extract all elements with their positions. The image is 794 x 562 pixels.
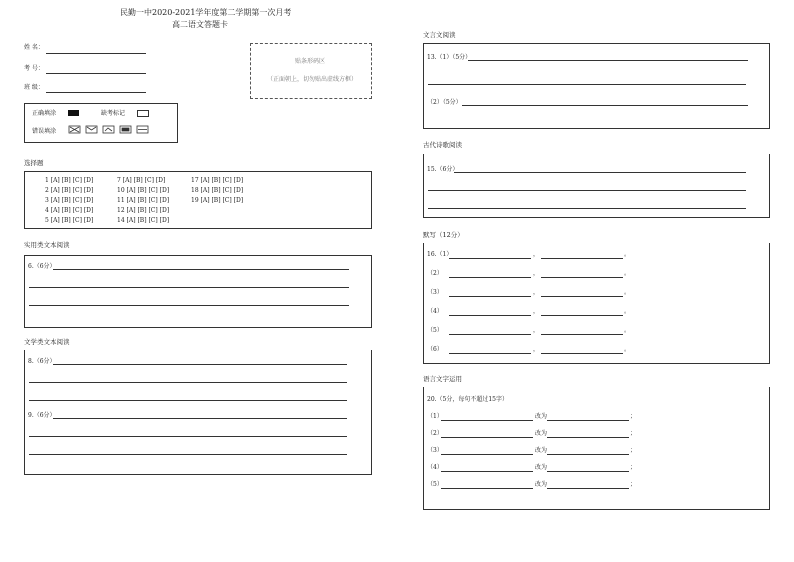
dictation-row — [427, 327, 767, 346]
dictation-comma: ， — [533, 251, 540, 258]
q13-1-label: 13.（1）（5分） — [427, 54, 472, 61]
class-label: 班 级： — [24, 84, 44, 91]
q13-1-answer-line[interactable] — [428, 84, 746, 85]
exam-id-label: 考 号： — [24, 65, 44, 72]
dictation-period: 。 — [624, 327, 631, 334]
classical-section-title: 文言文阅读 — [423, 31, 456, 39]
q9-answer-line[interactable] — [53, 418, 347, 419]
choice-row[interactable]: 5 [A] [B] [C] [D] — [45, 217, 94, 224]
q6-label: 6.（6分） — [28, 263, 56, 270]
q13-2-answer-line[interactable] — [462, 105, 748, 106]
dictation-item-label: 16.（1） — [427, 251, 453, 258]
language-semicolon: ； — [630, 447, 637, 454]
language-rows — [427, 413, 767, 498]
choice-row[interactable]: 7 [A] [B] [C] [D] — [117, 177, 166, 184]
absent-mark-label: 缺考标记 — [101, 110, 126, 117]
dictation-period: 。 — [624, 270, 631, 277]
choice-row[interactable]: 14 [A] [B] [C] [D] — [117, 217, 170, 224]
q6-answer-line[interactable] — [53, 269, 349, 270]
language-change-label: 改为 — [535, 481, 548, 488]
dictation-blank[interactable] — [541, 258, 623, 259]
dictation-row — [427, 346, 767, 365]
language-row — [427, 481, 767, 498]
language-revised-blank[interactable] — [547, 420, 629, 421]
dictation-blank[interactable] — [449, 296, 531, 297]
dictation-box — [423, 243, 770, 364]
choice-col-1 — [45, 177, 93, 225]
language-semicolon: ； — [630, 464, 637, 471]
q6-answer-line[interactable] — [29, 305, 349, 306]
q20-label: 20.（5分，每句不超过15字） — [427, 396, 508, 403]
q9-answer-line[interactable] — [29, 454, 347, 455]
language-change-label: 改为 — [535, 464, 548, 471]
fill-legend — [24, 103, 178, 143]
language-original-blank[interactable] — [441, 488, 533, 489]
correct-fill-mark — [68, 110, 79, 116]
dictation-comma: ， — [533, 270, 540, 277]
language-item-label: （5） — [427, 481, 443, 488]
dictation-item-label: （6） — [427, 346, 443, 353]
class-field[interactable] — [46, 92, 146, 93]
dictation-rows — [427, 251, 767, 365]
barcode-area — [250, 43, 372, 99]
choice-row[interactable]: 17 [A] [B] [C] [D] — [191, 177, 244, 184]
literary-section-title: 文学类文本阅读 — [24, 338, 70, 346]
language-box — [423, 387, 770, 510]
exam-id-field[interactable] — [46, 73, 146, 74]
language-row — [427, 447, 767, 464]
wrong-fill-marks — [68, 124, 152, 136]
q15-label: 15.（6分） — [427, 166, 459, 173]
language-change-label: 改为 — [535, 413, 548, 420]
dictation-comma: ， — [533, 327, 540, 334]
dictation-comma: ， — [533, 346, 540, 353]
q15-answer-line[interactable] — [428, 190, 746, 191]
q8-answer-line[interactable] — [53, 364, 347, 365]
dictation-period: 。 — [624, 289, 631, 296]
dictation-comma: ， — [533, 308, 540, 315]
dictation-item-label: （5） — [427, 327, 443, 334]
choice-row[interactable]: 1 [A] [B] [C] [D] — [45, 177, 94, 184]
q15-answer-line[interactable] — [428, 208, 746, 209]
language-original-blank[interactable] — [441, 471, 533, 472]
dictation-blank[interactable] — [449, 258, 531, 259]
choice-row[interactable]: 12 [A] [B] [C] [D] — [117, 207, 170, 214]
language-item-label: （4） — [427, 464, 443, 471]
language-revised-blank[interactable] — [547, 471, 629, 472]
q13-1-answer-line[interactable] — [468, 60, 748, 61]
dictation-item-label: （3） — [427, 289, 443, 296]
language-semicolon: ； — [630, 413, 637, 420]
q9-label: 9.（6分） — [28, 412, 56, 419]
language-item-label: （3） — [427, 447, 443, 454]
q6-answer-line[interactable] — [29, 287, 349, 288]
language-semicolon: ； — [630, 481, 637, 488]
dictation-period: 。 — [624, 346, 631, 353]
wrong-fill-label: 错误填涂 — [32, 128, 57, 135]
dictation-blank[interactable] — [541, 353, 623, 354]
dictation-period: 。 — [624, 251, 631, 258]
classical-box — [423, 43, 770, 129]
language-section-title: 语言文字运用 — [423, 375, 462, 383]
language-item-label: （2） — [427, 430, 443, 437]
dictation-blank[interactable] — [541, 334, 623, 335]
correct-fill-label: 正确填涂 — [32, 110, 57, 117]
dictation-row — [427, 270, 767, 289]
language-row — [427, 464, 767, 481]
dictation-row — [427, 289, 767, 308]
language-change-label: 改为 — [535, 430, 548, 437]
language-row — [427, 413, 767, 430]
exam-title: 民勤一中2020-2021学年度第二学期第一次月考 — [120, 8, 292, 17]
answer-sheet-subtitle: 高二语文答题卡 — [172, 20, 228, 29]
language-original-blank[interactable] — [441, 420, 533, 421]
q13-2-label: （2）（5分） — [427, 99, 462, 106]
dictation-period: 。 — [624, 308, 631, 315]
language-revised-blank[interactable] — [547, 454, 629, 455]
name-field[interactable] — [46, 53, 146, 54]
barcode-note: （正面朝上，切勿贴出虚线方框） — [267, 76, 358, 83]
q8-answer-line[interactable] — [29, 382, 347, 383]
language-original-blank[interactable] — [441, 454, 533, 455]
q15-answer-line[interactable] — [454, 172, 746, 173]
dictation-blank[interactable] — [449, 353, 531, 354]
q9-answer-line[interactable] — [29, 436, 347, 437]
choice-row[interactable]: 2 [A] [B] [C] [D] — [45, 187, 94, 194]
language-row — [427, 430, 767, 447]
practical-section-title: 实用类文本阅读 — [24, 241, 70, 249]
dictation-row — [427, 308, 767, 327]
choice-row[interactable]: 19 [A] [B] [C] [D] — [191, 197, 244, 204]
dictation-row — [427, 251, 767, 270]
language-semicolon: ； — [630, 430, 637, 437]
dictation-item-label: （4） — [427, 308, 443, 315]
choice-row[interactable]: 10 [A] [B] [C] [D] — [117, 187, 170, 194]
choice-row[interactable]: 11 [A] [B] [C] [D] — [117, 197, 170, 204]
dictation-item-label: （2） — [427, 270, 443, 277]
choice-row[interactable]: 3 [A] [B] [C] [D] — [45, 197, 94, 204]
poetry-box — [423, 154, 770, 218]
dictation-blank[interactable] — [541, 277, 623, 278]
language-change-label: 改为 — [535, 447, 548, 454]
practical-box — [24, 255, 372, 328]
choice-row[interactable]: 18 [A] [B] [C] [D] — [191, 187, 244, 194]
q8-answer-line[interactable] — [29, 400, 347, 401]
dictation-blank[interactable] — [449, 334, 531, 335]
dictation-blank[interactable] — [541, 296, 623, 297]
choice-box — [24, 171, 372, 229]
choice-section-title: 选择题 — [24, 159, 44, 167]
barcode-title: 贴条形码区 — [295, 58, 326, 65]
language-item-label: （1） — [427, 413, 443, 420]
dictation-section-title: 默写（12分） — [423, 231, 464, 239]
dictation-blank[interactable] — [449, 315, 531, 316]
language-original-blank[interactable] — [441, 437, 533, 438]
choice-col-3 — [191, 177, 243, 205]
dictation-blank[interactable] — [449, 277, 531, 278]
name-label: 姓 名： — [24, 44, 44, 51]
language-revised-blank[interactable] — [547, 488, 629, 489]
dictation-blank[interactable] — [541, 315, 623, 316]
choice-row[interactable]: 4 [A] [B] [C] [D] — [45, 207, 94, 214]
dictation-comma: ， — [533, 289, 540, 296]
poetry-section-title: 古代诗歌阅读 — [423, 141, 462, 149]
language-revised-blank[interactable] — [547, 437, 629, 438]
literary-box — [24, 350, 372, 475]
choice-col-2 — [117, 177, 169, 225]
absent-mark-box[interactable] — [137, 110, 149, 117]
q8-label: 8.（6分） — [28, 358, 56, 365]
